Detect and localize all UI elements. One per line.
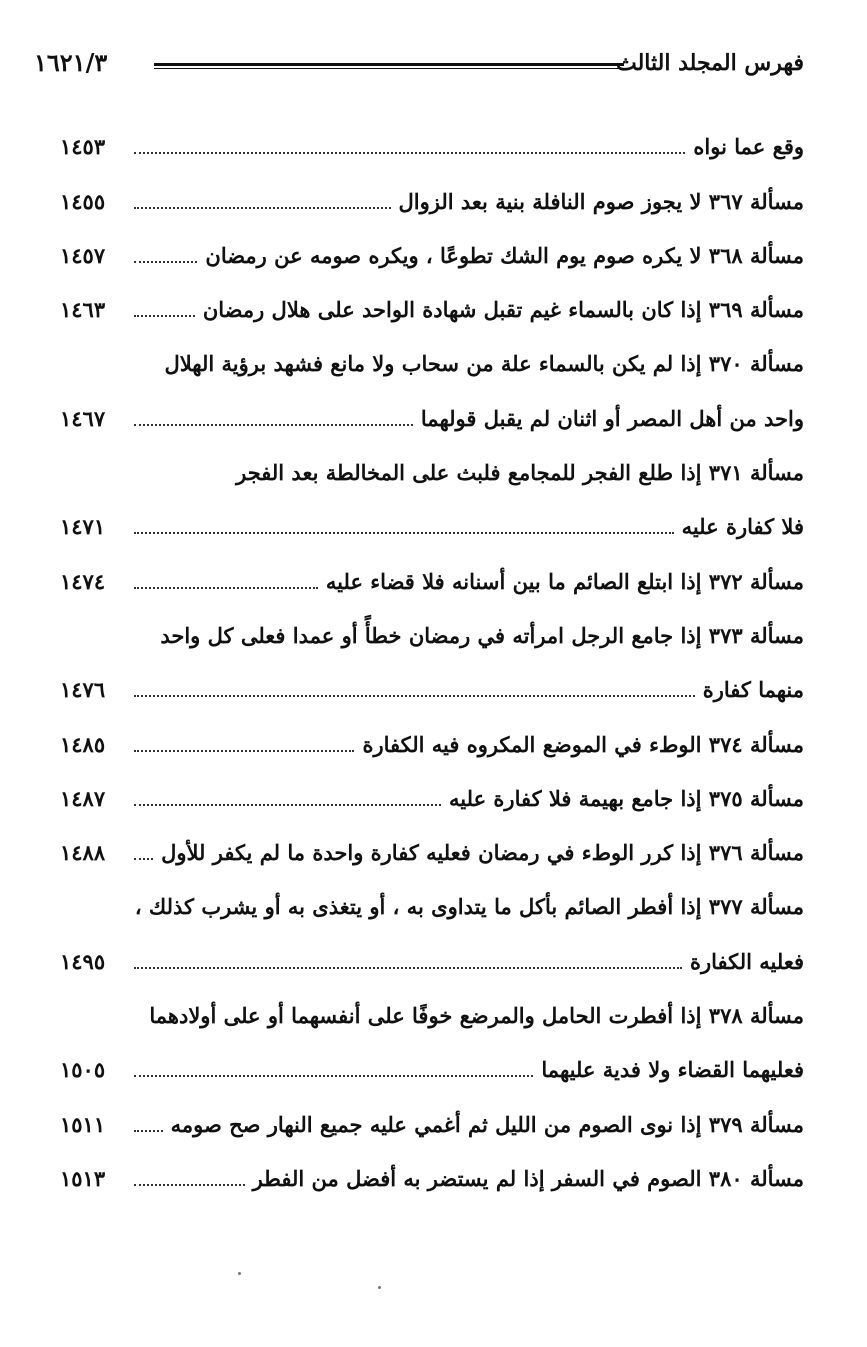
toc-entry-page: ١٤٥٧ — [60, 242, 106, 268]
table-of-contents — [60, 108, 804, 1194]
toc-entry-title: مسألة ٣٦٧ لا يجوز صوم النافلة بنية بعد الزوال — [398, 188, 804, 214]
toc-entry-page: ١٥١٣ — [60, 1165, 106, 1191]
toc-dot-leader — [134, 260, 197, 263]
toc-entry-page: ١٤٥٥ — [60, 188, 106, 214]
header-page-ref: ١٦٢١/٣ — [34, 48, 108, 77]
toc-entry-title: واحد من أهل المصر أو اثنان لم يقبل قولهما — [420, 405, 804, 431]
toc-entry-page: ١٤٧٤ — [60, 568, 106, 594]
toc-entry-title: فعليه الكفارة — [689, 948, 804, 974]
toc-entry — [60, 434, 804, 488]
toc-entry-page: ١٤٨٨ — [60, 840, 106, 866]
toc-entry-page: ١٤٧٦ — [60, 677, 106, 703]
toc-entry — [60, 597, 804, 651]
toc-dot-leader — [134, 1183, 245, 1186]
toc-entry-title: مسألة ٣٧٠ إذا لم يكن بالسماء علة من سحاب ولا مانع فشهد برؤية الهلال — [164, 351, 804, 377]
toc-entry-title: مسألة ٣٧١ إذا طلع الفجر للمجامع فلبث على المخالطة بعد الفجر — [236, 460, 804, 486]
toc-entry — [60, 868, 804, 922]
toc-entry-page: ١٥٠٥ — [60, 1057, 106, 1083]
toc-entry — [60, 651, 804, 705]
toc-entry — [60, 325, 804, 379]
toc-entry — [60, 977, 804, 1031]
header-rule — [154, 63, 624, 69]
toc-dot-leader — [134, 966, 682, 969]
toc-entry-page: ١٤٥٣ — [60, 134, 106, 160]
toc-entry — [60, 705, 804, 759]
toc-entry-page: ١٤٨٥ — [60, 731, 106, 757]
toc-entry-title: مسألة ٣٧٦ إذا كرر الوطء في رمضان فعليه كفارة واحدة ما لم يكفر للأول — [161, 840, 804, 866]
toc-entry-page: ١٤٦٣ — [60, 297, 106, 323]
toc-entry — [60, 1031, 804, 1085]
toc-dot-leader — [134, 531, 674, 534]
toc-entry-title: مسألة ٣٦٩ إذا كان بالسماء غيم تقبل شهادة الواحد على هلال رمضان — [202, 297, 804, 323]
toc-entry — [60, 1085, 804, 1139]
toc-entry-title: وقع عما نواه — [693, 134, 804, 160]
page-header — [34, 50, 804, 90]
toc-entry — [60, 542, 804, 596]
toc-dot-leader — [134, 803, 441, 806]
toc-entry — [60, 1140, 804, 1194]
toc-entry-title: فلا كفارة عليه — [681, 514, 804, 540]
scan-speck — [238, 1272, 241, 1275]
toc-dot-leader — [134, 314, 195, 317]
toc-dot-leader — [134, 206, 391, 209]
toc-entry-page: ١٤٧١ — [60, 514, 106, 540]
toc-entry-title: مسألة ٣٧٥ إذا جامع بهيمة فلا كفارة عليه — [449, 785, 804, 811]
toc-entry — [60, 217, 804, 271]
toc-entry-title: فعليهما القضاء ولا فدية عليهما — [541, 1057, 804, 1083]
toc-entry-title: مسألة ٣٧٤ الوطء في الموضع المكروه فيه الكفارة — [362, 731, 804, 757]
toc-entry — [60, 760, 804, 814]
toc-entry — [60, 379, 804, 433]
scan-speck — [378, 1286, 381, 1289]
toc-entry — [60, 108, 804, 162]
toc-entry-page: ١٤٩٥ — [60, 948, 106, 974]
toc-entry-page: ١٤٦٧ — [60, 405, 106, 431]
toc-dot-leader — [134, 694, 695, 697]
toc-dot-leader — [134, 749, 354, 752]
toc-entry-title: مسألة ٣٦٨ لا يكره صوم يوم الشك تطوعًا ، ويكره صومه عن رمضان — [205, 242, 804, 268]
toc-entry — [60, 162, 804, 216]
toc-entry-title: مسألة ٣٧٣ إذا جامع الرجل امرأته في رمضان خطأً أو عمدا فعلى كل واحد — [160, 622, 804, 648]
toc-entry-title: مسألة ٣٧٩ إذا نوى الصوم من الليل ثم أغمي عليه جميع النهار صح صومه — [170, 1111, 804, 1137]
toc-dot-leader — [134, 151, 685, 154]
toc-entry-title: مسألة ٣٧٨ إذا أفطرت الحامل والمرضع خوفًا على أنفسهما أو على أولادهما — [149, 1003, 804, 1029]
toc-entry — [60, 922, 804, 976]
toc-entry-title: مسألة ٣٧٢ إذا ابتلع الصائم ما بين أسنانه فلا قضاء عليه — [325, 568, 804, 594]
toc-entry-page: ١٤٨٧ — [60, 785, 106, 811]
toc-entry — [60, 488, 804, 542]
toc-dot-leader — [134, 423, 413, 426]
toc-entry-title: منهما كفارة — [702, 677, 804, 703]
toc-entry — [60, 814, 804, 868]
toc-entry — [60, 271, 804, 325]
toc-entry-title: مسألة ٣٨٠ الصوم في السفر إذا لم يستضر به أفضل من الفطر — [252, 1165, 804, 1191]
toc-dot-leader — [134, 1074, 533, 1077]
toc-entry-title: مسألة ٣٧٧ إذا أفطر الصائم بأكل ما يتداوى به ، أو يتغذى به أو يشرب كذلك ، — [134, 894, 804, 920]
toc-dot-leader — [134, 857, 153, 860]
toc-dot-leader — [134, 1129, 163, 1132]
toc-entry-page: ١٥١١ — [60, 1111, 106, 1137]
header-title: فهرس المجلد الثالث — [616, 50, 804, 76]
toc-dot-leader — [134, 586, 318, 589]
